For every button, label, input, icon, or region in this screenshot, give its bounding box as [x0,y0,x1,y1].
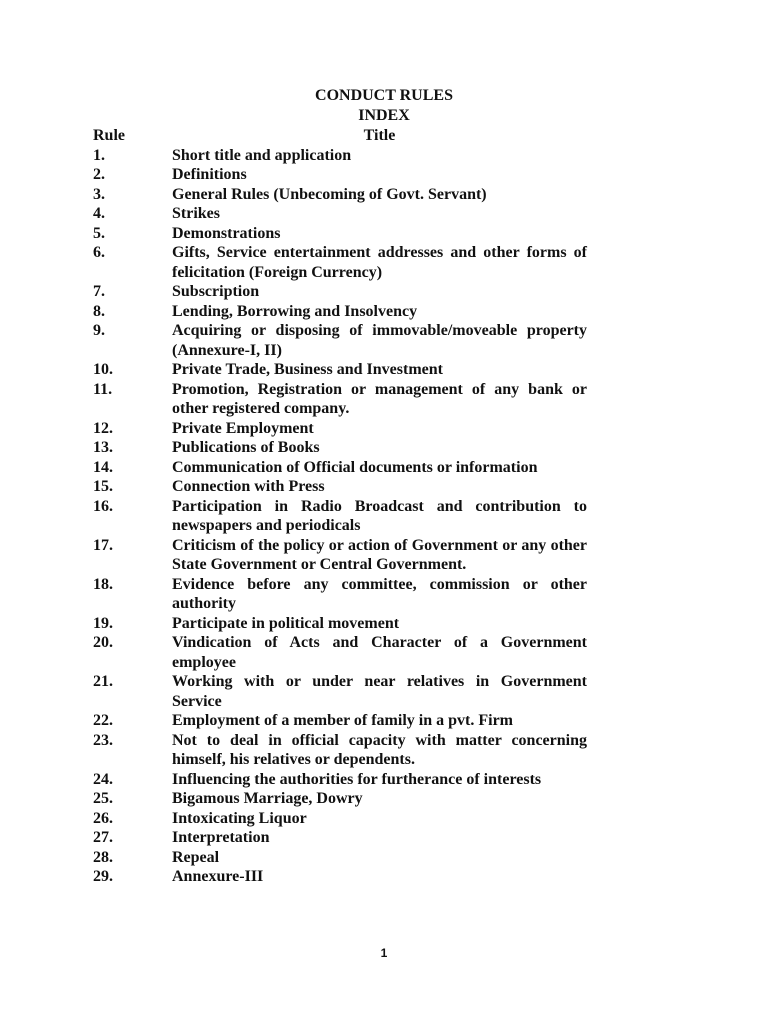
rule-title: Repeal [172,848,220,866]
index-row [0,848,768,868]
rule-title: Short title and application [172,146,352,164]
rule-number: 28. [93,848,113,866]
rule-number: 22. [93,712,113,729]
rule-number: 9. [93,322,105,339]
rule-title: Not to deal in official capacity with matter concerning himself, his relatives or dependents. [172,731,587,768]
rule-number: 29. [93,868,113,885]
rule-number: 20. [93,634,113,651]
rule-number: 19. [93,614,113,632]
rule-title: Working with or under near relatives in Government Service [172,673,587,710]
index-row [0,204,768,224]
rule-title: Promotion, Registration or management of any bank or other registered company. [172,380,587,417]
rule-title: Acquiring or disposing of immovable/moveable property (Annexure-I, II) [172,322,587,359]
rule-number: 4. [93,205,105,222]
index-row [0,321,768,360]
index-row [0,809,768,829]
rule-number: 26. [93,809,113,827]
rule-number: 18. [93,575,113,593]
index-row [0,477,768,497]
index-row [0,867,768,887]
rule-title: Private Employment [172,419,314,437]
rule-title: Evidence before any committee, commission or other authority [172,575,587,612]
index-row [0,575,768,614]
index-row [0,165,768,185]
rule-title: Publications of Books [172,439,320,456]
document-title: CONDUCT RULES [315,87,453,104]
rule-title: Participate in political movement [172,614,400,632]
index-row [0,224,768,244]
rule-number: 3. [93,185,105,203]
index-row [0,146,768,166]
rule-number: 8. [93,302,105,320]
rule-title: General Rules (Unbecoming of Govt. Servant) [172,185,487,203]
rule-number: 7. [93,283,105,300]
document-subtitle: INDEX [358,107,410,124]
rule-number: 1. [93,146,105,164]
rule-number: 5. [93,224,105,242]
rule-title: Annexure-III [172,868,264,885]
rule-title: Communication of Official documents or information [172,458,538,476]
rule-title: Gifts, Service entertainment addresses and other forms of felicitation (Foreign Currency) [172,244,587,281]
rule-title: Connection with Press [172,478,325,495]
index-row [0,302,768,322]
rule-number: 13. [93,439,113,456]
rule-number: 24. [93,770,113,788]
rule-title: Interpretation [172,829,270,846]
index-row [0,731,768,770]
rule-number: 14. [93,458,113,476]
index-row [0,185,768,205]
index-row [0,672,768,711]
rule-number: 17. [93,536,113,554]
column-header-title: Title [363,127,396,144]
rule-title: Criticism of the policy or action of Government or any other State Government or Central Government. [172,536,587,573]
index-row [0,438,768,458]
column-header-rule: Rule [93,127,125,144]
rule-number: 23. [93,731,113,749]
rule-number: 10. [93,361,113,378]
rule-title: Influencing the authorities for furtherance of interests [172,770,542,788]
index-row [0,536,768,575]
rule-number: 25. [93,790,113,807]
index-row [0,380,768,419]
rule-title: Definitions [172,166,247,183]
index-row [0,419,768,439]
index-row [0,789,768,809]
index-row [0,770,768,790]
rule-title: Bigamous Marriage, Dowry [172,790,363,807]
index-row [0,497,768,536]
rule-number: 12. [93,419,113,437]
index-row [0,614,768,634]
rule-title: Intoxicating Liquor [172,809,307,827]
page-number: 1 [380,946,388,960]
index-list [0,146,768,887]
rule-title: Vindication of Acts and Character of a Government employee [172,634,587,671]
rule-number: 11. [93,380,113,398]
rule-number: 27. [93,829,113,846]
index-row [0,633,768,672]
rule-number: 6. [93,244,105,261]
index-row [0,282,768,302]
index-row [0,828,768,848]
rule-number: 15. [93,478,113,495]
rule-title: Lending, Borrowing and Insolvency [172,302,418,320]
rule-number: 16. [93,497,113,515]
rule-number: 21. [93,673,113,690]
index-row [0,458,768,478]
index-row [0,360,768,380]
index-row [0,711,768,731]
index-row [0,243,768,282]
rule-number: 2. [93,166,105,183]
rule-title: Private Trade, Business and Investment [172,361,443,378]
rule-title: Participation in Radio Broadcast and contribution to newspapers and periodicals [172,497,587,534]
rule-title: Employment of a member of family in a pvt. Firm [172,712,513,729]
rule-title: Strikes [172,205,220,222]
rule-title: Subscription [172,283,260,300]
rule-title: Demonstrations [172,224,281,242]
